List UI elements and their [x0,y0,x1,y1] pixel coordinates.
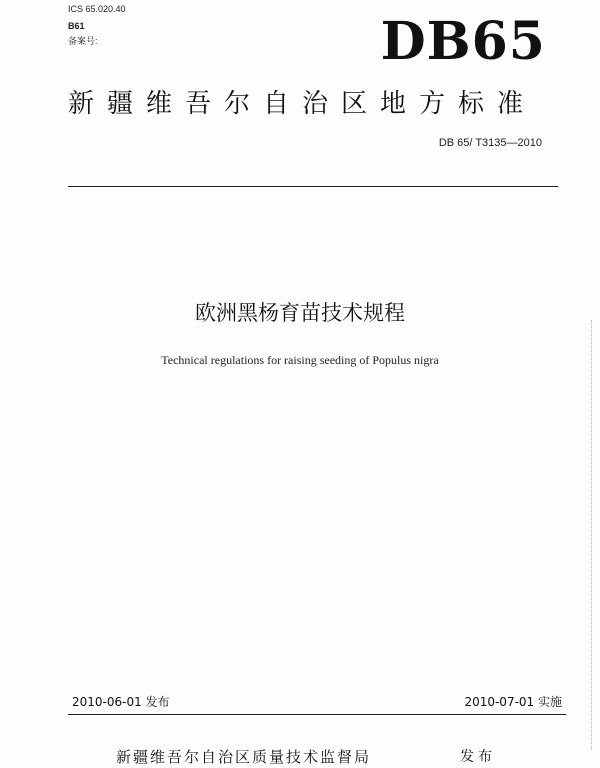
document-title: 欧洲黑杨育苗技术规程 [195,301,405,325]
publisher-name: 新疆维吾尔自治区质量技术监督局 [116,748,372,766]
scan-edge [591,320,592,750]
issue-date: 2010-06-01 发布 [72,695,170,709]
ccs-code: B61 [68,21,85,31]
ics-code: ICS 65.020.40 [68,4,126,14]
standard-code: DB 65/ T3135—2010 [438,137,542,149]
db-logo: DB65 [380,11,546,72]
implementation-date: 2010-07-01 实施 [464,695,562,709]
publish-label: 发布 [460,749,496,765]
header-divider [68,186,558,187]
document-english-title: Technical regulations for raising seeding of Populus nigra [161,353,439,367]
standard-title: 新疆维吾尔自治区地方标准 [68,89,537,119]
record-number: 备案号: [68,36,98,46]
date-divider [68,714,566,715]
